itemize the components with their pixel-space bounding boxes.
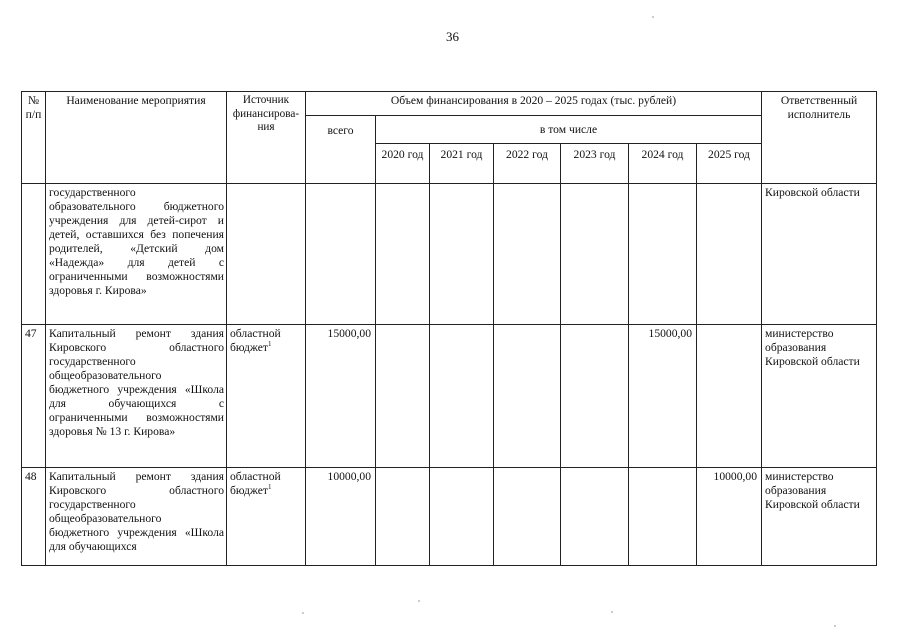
row-2024 [629, 184, 697, 325]
row-2024 [629, 468, 697, 566]
row-responsible: Кировской области [762, 184, 877, 325]
row-name: Капитальный ремонт здания Кировского областного государственного общеобразовательного бюджетного учреждения «Школа для обучающихся [46, 468, 227, 566]
header-num: № п/п [22, 92, 46, 184]
scan-speck [652, 16, 654, 18]
row-total: 15000,00 [306, 325, 376, 468]
row-2025: 10000,00 [697, 468, 762, 566]
header-year-2021: 2021 год [430, 144, 494, 184]
row-2023 [561, 184, 629, 325]
funding-table [21, 91, 877, 566]
row-source [227, 184, 306, 325]
scan-speck [418, 600, 420, 602]
row-2021 [430, 325, 494, 468]
header-year-2020: 2020 год [376, 144, 430, 184]
row-2025 [697, 184, 762, 325]
row-2020 [376, 468, 430, 566]
row-responsible: министерство образования Кировской области [762, 325, 877, 468]
row-2020 [376, 184, 430, 325]
row-responsible: министерство образования Кировской области [762, 468, 877, 566]
header-name: Наименование мероприятия [46, 92, 227, 184]
row-num: 47 [22, 325, 46, 468]
row-total [306, 184, 376, 325]
row-2022 [494, 325, 561, 468]
header-including: в том числе [376, 116, 762, 144]
table-row [22, 468, 877, 566]
row-2020 [376, 325, 430, 468]
header-year-2025: 2025 год [697, 144, 762, 184]
scan-speck [302, 612, 304, 614]
scan-speck [834, 625, 836, 627]
row-total: 10000,00 [306, 468, 376, 566]
header-responsible: Ответственный исполнитель [762, 92, 877, 184]
row-2022 [494, 468, 561, 566]
header-year-2023: 2023 год [561, 144, 629, 184]
row-2023 [561, 468, 629, 566]
row-2025 [697, 325, 762, 468]
row-2024: 15000,00 [629, 325, 697, 468]
header-year-2024: 2024 год [629, 144, 697, 184]
row-source: областной бюджет$^1$ [227, 468, 306, 566]
row-name: государственного образовательного бюджетного учреждения для детей-сирот и детей, оставшихся без попечения родителей, «Детский дом «Надежда» для детей с ограниченными возможностями здоровья г. Кирова» [46, 184, 227, 325]
header-year-2022: 2022 год [494, 144, 561, 184]
row-2023 [561, 325, 629, 468]
row-num: 48 [22, 468, 46, 566]
header-total: всего [306, 116, 376, 184]
row-name: Капитальный ремонт здания Кировского областного государственного общеобразовательного бюджетного учреждения «Школа для обучающихся с ограниченными возможностями здоровья № 13 г. Кирова» [46, 325, 227, 468]
row-source: областной бюджет$^1$ [227, 325, 306, 468]
row-2022 [494, 184, 561, 325]
row-num [22, 184, 46, 325]
header-source: Источник финансирова-ния [227, 92, 306, 184]
row-2021 [430, 468, 494, 566]
header-funding-group: Объем финансирования в 2020 – 2025 годах (тыс. рублей) [306, 92, 762, 116]
page-number: 36 [446, 29, 459, 44]
table-row [22, 325, 877, 468]
row-2021 [430, 184, 494, 325]
scan-speck [611, 611, 613, 613]
table-row [22, 184, 877, 325]
